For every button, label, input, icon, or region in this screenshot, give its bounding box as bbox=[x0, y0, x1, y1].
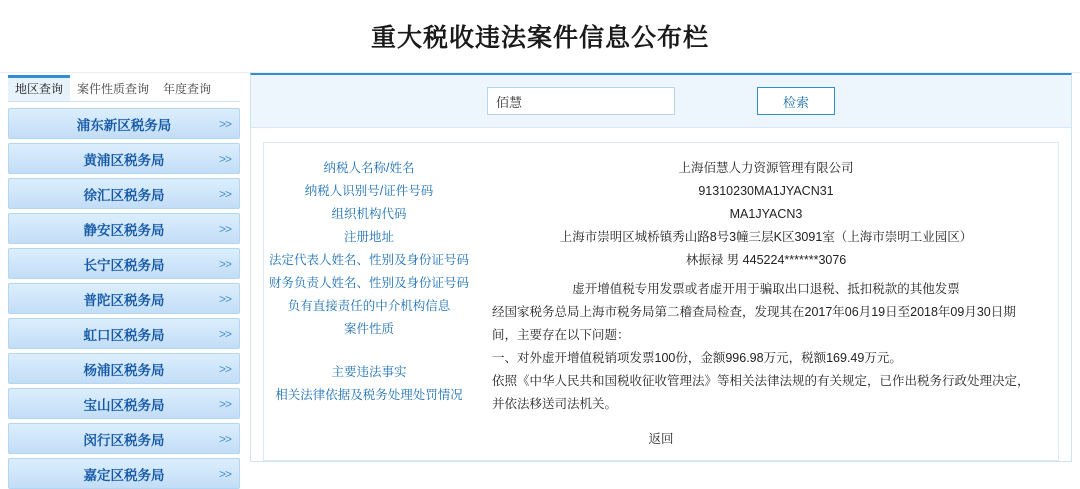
sidebar-item-label: 徐汇区税务局 bbox=[83, 187, 165, 203]
tab-year-query[interactable]: 年度查询 bbox=[163, 82, 212, 96]
detail-label-column bbox=[264, 155, 474, 416]
case-detail-table bbox=[264, 143, 1058, 416]
chevron-right-icon: >> bbox=[218, 361, 231, 376]
sidebar-item-jiading[interactable] bbox=[8, 458, 240, 489]
sidebar-item-label: 长宁区税务局 bbox=[83, 257, 165, 273]
tab-region-query[interactable]: 地区查询 bbox=[8, 75, 70, 101]
case-text-block bbox=[474, 272, 1058, 416]
value-taxpayer-id: 91310230MA1JYACN31 bbox=[698, 184, 834, 198]
sidebar-item-xuhui[interactable] bbox=[8, 178, 240, 209]
sidebar-item-label: 宝山区税务局 bbox=[83, 397, 165, 413]
sidebar-item-label: 闵行区税务局 bbox=[83, 432, 165, 448]
content-panel bbox=[250, 73, 1072, 462]
value-legal-basis-and-penalty: 依照《中华人民共和国税收征收管理法》等相关法律法规的有关规定，已作出税务行政处理决定，并依法移送司法机关。 bbox=[492, 374, 1030, 411]
sidebar-item-yangpu[interactable] bbox=[8, 353, 240, 384]
label-agency-info: 负有直接责任的中介机构信息 bbox=[287, 299, 451, 313]
chevron-right-icon: >> bbox=[218, 291, 231, 306]
sidebar-item-label: 杨浦区税务局 bbox=[83, 362, 165, 378]
sidebar bbox=[8, 73, 240, 483]
value-legal-representative: 林振禄 男 445224*******3076 bbox=[685, 253, 847, 267]
chevron-right-icon: >> bbox=[218, 466, 231, 481]
search-bar bbox=[251, 75, 1071, 128]
page-title: 重大税收违法案件信息公布栏 bbox=[370, 24, 709, 52]
back-row bbox=[264, 416, 1058, 458]
sidebar-item-hongkou[interactable] bbox=[8, 318, 240, 349]
chevron-right-icon: >> bbox=[218, 221, 231, 236]
sidebar-item-label: 普陀区税务局 bbox=[83, 292, 165, 308]
value-org-code: MA1JYACN3 bbox=[729, 207, 803, 221]
value-case-nature: 虚开增值税专用发票或者虚开用于骗取出口退税、抵扣税款的其他发票 bbox=[572, 282, 960, 296]
sidebar-item-label: 虹口区税务局 bbox=[83, 327, 165, 343]
sidebar-item-label: 嘉定区税务局 bbox=[83, 467, 165, 483]
label-legal-basis-and-penalty: 相关法律依据及税务处理处罚情况 bbox=[275, 388, 463, 402]
sidebar-item-putuo[interactable] bbox=[8, 283, 240, 314]
chevron-right-icon: >> bbox=[218, 326, 231, 341]
sidebar-item-label: 浦东新区税务局 bbox=[76, 117, 172, 133]
chevron-right-icon: >> bbox=[218, 431, 231, 446]
value-registered-address: 上海市崇明区城桥镇秀山路8号3幢三层K区3091室（上海市崇明工业园区） bbox=[559, 230, 973, 244]
chevron-right-icon: >> bbox=[218, 396, 231, 411]
search-button[interactable]: 检索 bbox=[757, 87, 835, 115]
page-header bbox=[0, 0, 1080, 72]
chevron-right-icon: >> bbox=[218, 256, 231, 271]
sidebar-item-label: 静安区税务局 bbox=[83, 222, 165, 238]
label-org-code: 组织机构代码 bbox=[331, 207, 407, 221]
value-taxpayer-name: 上海佰慧人力资源管理有限公司 bbox=[678, 161, 854, 175]
sidebar-item-huangpu[interactable] bbox=[8, 143, 240, 174]
body-wrapper bbox=[0, 73, 1080, 483]
sidebar-item-label: 黄浦区税务局 bbox=[83, 152, 165, 168]
chevron-right-icon: >> bbox=[218, 116, 231, 131]
detail-value-column bbox=[474, 155, 1058, 416]
back-button[interactable]: 返回 bbox=[648, 432, 674, 446]
label-legal-representative: 法定代表人姓名、性别及身份证号码 bbox=[268, 253, 469, 267]
chevron-right-icon: >> bbox=[218, 186, 231, 201]
search-input[interactable] bbox=[487, 87, 675, 115]
case-detail-card bbox=[263, 142, 1059, 461]
sidebar-item-jingan[interactable] bbox=[8, 213, 240, 244]
label-main-violation-facts: 主要违法事实 bbox=[331, 365, 407, 379]
sidebar-item-pudong[interactable] bbox=[8, 108, 240, 139]
sidebar-item-baoshan[interactable] bbox=[8, 388, 240, 419]
query-tabs bbox=[8, 73, 240, 102]
region-list bbox=[8, 108, 240, 489]
label-finance-officer: 财务负责人姓名、性别及身份证号码 bbox=[268, 276, 469, 290]
tab-case-nature-query[interactable]: 案件性质查询 bbox=[77, 82, 150, 96]
chevron-right-icon: >> bbox=[218, 151, 231, 166]
label-registered-address: 注册地址 bbox=[343, 230, 394, 244]
label-taxpayer-name: 纳税人名称/姓名 bbox=[323, 161, 415, 175]
label-case-nature: 案件性质 bbox=[343, 322, 394, 336]
sidebar-item-changning[interactable] bbox=[8, 248, 240, 279]
sidebar-item-minhang[interactable] bbox=[8, 423, 240, 454]
label-taxpayer-id: 纳税人识别号/证件号码 bbox=[304, 184, 434, 198]
value-violation-fact-item-1: 一、对外虚开增值税销项发票100份，金额996.98万元，税额169.49万元。 bbox=[492, 351, 902, 365]
value-violation-fact-intro: 经国家税务总局上海市税务局第二稽查局检查，发现其在2017年06月19日至2018年09月30日期间，主要存在以下问题： bbox=[492, 305, 1016, 342]
